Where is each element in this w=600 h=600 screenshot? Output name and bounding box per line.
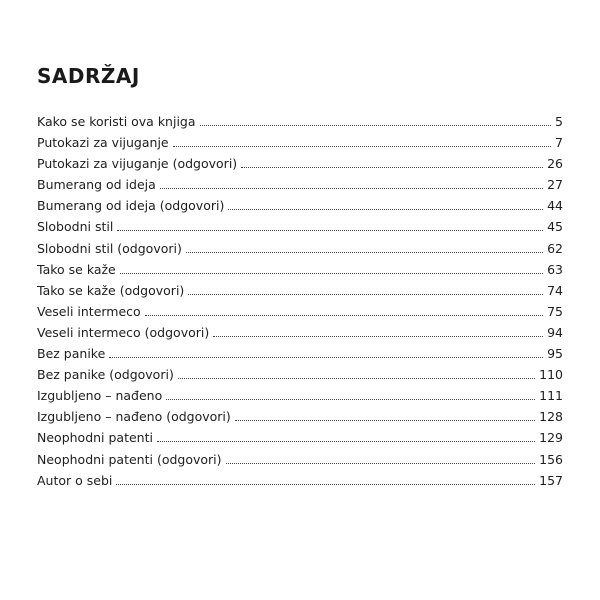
toc-entry-page-number: 63 — [547, 261, 563, 277]
dot-leader — [166, 399, 535, 400]
toc-entry-page-number: 7 — [555, 135, 563, 151]
toc-entry-label: Izgubljeno – nađeno — [37, 388, 163, 404]
toc-entry — [37, 238, 563, 259]
dot-leader — [213, 336, 543, 337]
dot-leader — [188, 294, 543, 295]
toc-entry — [37, 322, 563, 343]
toc-entry-label: Slobodni stil (odgovori) — [37, 240, 182, 256]
toc-entry — [37, 343, 563, 364]
toc-entry — [37, 427, 563, 448]
toc-entry-label: Tako se kaže (odgovori) — [37, 282, 185, 298]
toc-entry — [37, 174, 563, 195]
dot-leader — [116, 484, 535, 485]
dot-leader — [173, 146, 551, 147]
toc-entry — [37, 153, 563, 174]
toc-entry — [37, 385, 563, 406]
toc-entry-page-number: 27 — [547, 177, 563, 193]
dot-leader — [228, 209, 543, 210]
toc-list — [37, 111, 563, 491]
dot-leader — [157, 441, 535, 442]
toc-entry-page-number: 156 — [539, 451, 563, 467]
toc-entry-label: Slobodni stil — [37, 219, 114, 235]
toc-entry — [37, 216, 563, 237]
toc-entry — [37, 470, 563, 491]
toc-entry-page-number: 157 — [539, 472, 563, 488]
toc-entry — [37, 259, 563, 280]
toc-entry-label: Bez panike (odgovori) — [37, 367, 174, 383]
toc-entry-label: Bumerang od ideja — [37, 177, 156, 193]
toc-entry-page-number: 26 — [547, 156, 563, 172]
toc-entry-page-number: 62 — [547, 240, 563, 256]
toc-entry — [37, 364, 563, 385]
toc-entry-page-number: 128 — [539, 409, 563, 425]
toc-entry-label: Autor o sebi — [37, 472, 113, 488]
dot-leader — [235, 420, 535, 421]
dot-leader — [160, 188, 543, 189]
toc-entry — [37, 301, 563, 322]
dot-leader — [117, 230, 543, 231]
dot-leader — [120, 273, 543, 274]
dot-leader — [200, 125, 552, 126]
toc-entry — [37, 111, 563, 132]
toc-entry — [37, 195, 563, 216]
toc-entry-page-number: 129 — [539, 430, 563, 446]
dot-leader — [178, 378, 535, 379]
toc-entry-label: Kako se koristi ova knjiga — [37, 114, 196, 129]
dot-leader — [241, 167, 543, 168]
toc-entry-label: Izgubljeno – nađeno (odgovori) — [37, 409, 231, 425]
toc-entry-label: Tako se kaže — [37, 261, 116, 277]
dot-leader — [186, 252, 543, 253]
toc-entry-label: Veseli intermeco (odgovori) — [37, 324, 210, 340]
toc-entry-label: Veseli intermeco — [37, 303, 141, 319]
dot-leader — [226, 463, 536, 464]
dot-leader — [109, 357, 543, 358]
toc-entry-label: Neophodni patenti — [37, 430, 153, 446]
toc-entry — [37, 132, 563, 153]
toc-entry-page-number: 44 — [547, 198, 563, 214]
toc-entry-label: Bez panike — [37, 346, 106, 362]
toc-entry — [37, 280, 563, 301]
dot-leader — [145, 315, 543, 316]
toc-entry-page-number: 74 — [547, 282, 563, 298]
toc-entry-label: Putokazi za vijuganje — [37, 135, 169, 151]
toc-entry-page-number: 5 — [555, 114, 563, 129]
toc-entry-label: Neophodni patenti (odgovori) — [37, 451, 222, 467]
toc-entry-page-number: 75 — [547, 303, 563, 319]
toc-entry-label: Bumerang od ideja (odgovori) — [37, 198, 225, 214]
toc-entry — [37, 406, 563, 427]
toc-entry-page-number: 95 — [547, 346, 563, 362]
toc-entry-page-number: 45 — [547, 219, 563, 235]
toc-entry-label: Putokazi za vijuganje (odgovori) — [37, 156, 238, 172]
toc-entry — [37, 449, 563, 470]
toc-title: SADRŽAJ — [37, 64, 140, 88]
toc-entry-page-number: 94 — [547, 324, 563, 340]
toc-entry-page-number: 110 — [539, 367, 563, 383]
toc-entry-page-number: 111 — [539, 388, 563, 404]
